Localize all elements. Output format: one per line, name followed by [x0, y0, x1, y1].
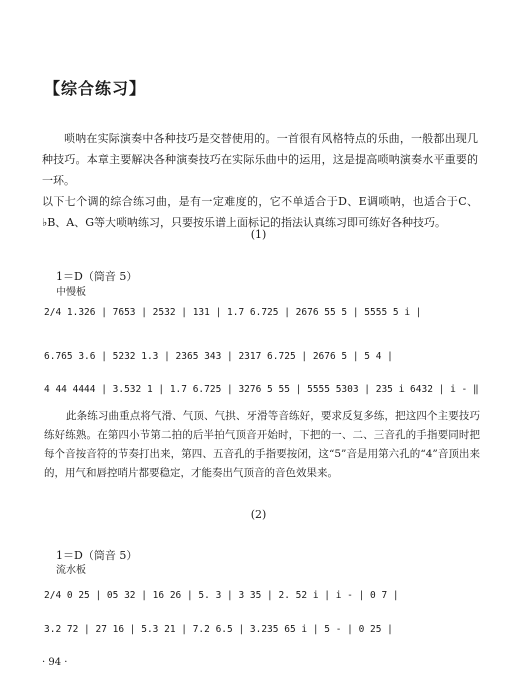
exercise-note-paragraph: 此条练习曲重点将气滑、气顶、气拱、牙滑等音练好，要求反复多练，把这四个主要技巧练好练熟。在第四小节第二拍的后半拍气顶音开始时，下把的一、二、三音孔的手指要同时把每个音按音符的节奏打出来，第四、五音孔的手指要按闭，这“5”音是用第六孔的“4”音顶出来的，用气和唇控哨片都要稳定，才能奏出气顶音的音色效果来。	[44, 410, 480, 479]
score-line	[44, 620, 490, 640]
intro-text	[42, 128, 478, 233]
key-signature: 1＝D（筒音 5）	[56, 270, 138, 283]
intro-paragraph: 唢呐在实际演奏中各种技巧是交替使用的。一首很有风格特点的乐曲，一般都出现几种技巧。本章主要解决各种演奏技巧在实际乐曲中的运用，这是提高唢呐演奏水平重要的一环。	[42, 132, 478, 187]
score-notes: 3.2 72 | 27 16 | 5.3 21 | 7.2 6.5 | 3.235 65 i | 5 - | 0 25 |	[44, 624, 393, 635]
intro-paragraph: 以下七个调的综合练习曲，是有一定难度的，它不单适合于D、E调唢呐，也适合于C、♭B、A、G等大唢呐练习，只要按乐谱上面标记的指法认真练习即可练好各种技巧。	[42, 195, 478, 229]
score-notes: 2/4 0 25 | 05 32 | 16 26 | 5. 3 | 3 35 | 2. 52 i | i - | 0 7 |	[44, 590, 399, 601]
key-signature: 1＝D（筒音 5）	[56, 549, 138, 562]
score-line	[44, 380, 490, 400]
exercise-number: (1)	[250, 228, 267, 241]
page-number: · 94 ·	[42, 657, 68, 668]
tempo-marking: 流水板	[56, 565, 86, 576]
exercise-number: (2)	[250, 508, 267, 521]
score-line	[44, 586, 490, 606]
score-line	[44, 347, 490, 367]
score-line	[44, 303, 490, 323]
tempo-marking: 中慢板	[56, 287, 86, 298]
score-notes: 4 44 4444 | 3.532 1 | 1.7 6.725 | 3276 5 55 | 5555 5303 | 235 i 6432 | i - ‖	[44, 384, 479, 395]
score-notes: 2/4 1.326 | 7653 | 2532 | 131 | 1.7 6.725 | 2676 55 5 | 5555 5 i |	[44, 307, 422, 318]
section-title: 【综合练习】	[44, 79, 147, 98]
score-notes: 6.765 3.6 | 5232 1.3 | 2365 343 | 2317 6.725 | 2676 5 | 5 4 |	[44, 351, 393, 362]
exercise-note	[44, 407, 480, 483]
